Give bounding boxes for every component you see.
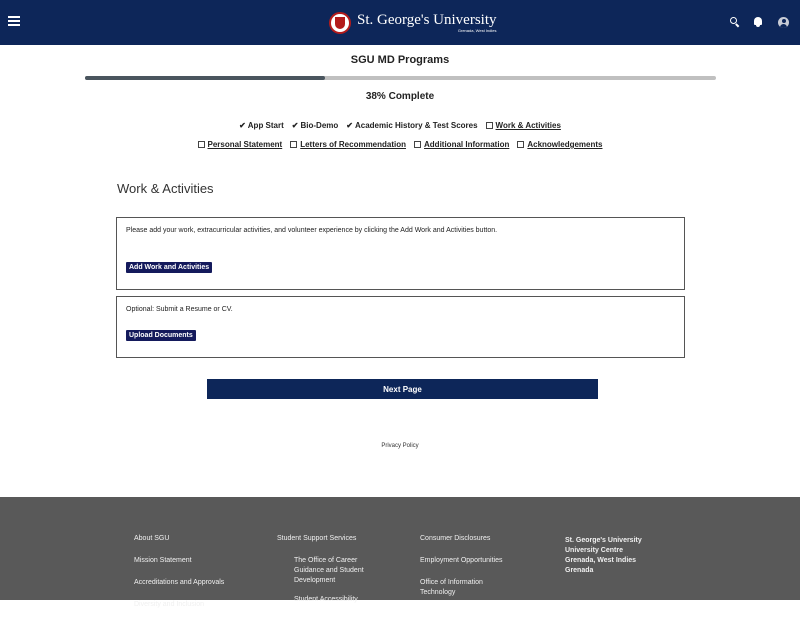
step-label: App Start — [247, 121, 284, 130]
footer-link[interactable] — [420, 578, 502, 598]
checkmark-icon: ✔ — [346, 121, 353, 130]
step-additional-information[interactable] — [414, 140, 509, 149]
logo-name: St. George's University — [357, 12, 497, 28]
logo-subtitle: Grenada, West Indies — [457, 28, 497, 33]
footer-link-line: Development — [294, 577, 336, 584]
work-activities-instructions: Please add your work, extracurricular activities, and volunteer experience by clicking the Add Work and Activities button. — [126, 227, 498, 234]
step-label: Acknowledgements — [527, 140, 603, 149]
footer-link-student-support[interactable]: Student Support Services — [277, 535, 357, 542]
step-acknowledgements[interactable] — [517, 140, 602, 149]
address-line: Grenada, West Indies — [565, 557, 637, 564]
footer-link[interactable] — [420, 556, 502, 566]
footer-link-line: The Office of Career — [294, 557, 358, 564]
checkbox-icon — [290, 141, 297, 148]
resume-instructions: Optional: Submit a Resume or CV. — [126, 306, 233, 313]
privacy-policy-link[interactable]: Privacy Policy — [381, 443, 419, 449]
footer-link-line: Office of Information — [420, 579, 483, 586]
step-label: Letters of Recommendation — [300, 140, 407, 149]
user-avatar-icon[interactable] — [778, 17, 789, 28]
bell-icon[interactable] — [752, 16, 764, 28]
section-title: Work & Activities — [117, 181, 214, 196]
footer-link-line: Employment Opportunities — [420, 557, 503, 564]
address-line: St. George's University — [565, 537, 642, 544]
footer-address — [565, 536, 642, 576]
step-letters-of-recommendation[interactable] — [290, 140, 406, 149]
footer-link-line: Guidance and Student — [294, 567, 364, 574]
progress-bar-fill — [85, 76, 325, 80]
address-line: University Centre — [565, 547, 623, 554]
footer-column-student-support — [277, 534, 364, 614]
footer-column-about — [134, 534, 224, 622]
checkbox-icon — [414, 141, 421, 148]
progress-label: 38% Complete — [365, 91, 435, 102]
step-label: Additional Information — [424, 140, 510, 149]
footer-link[interactable] — [294, 556, 364, 586]
search-icon[interactable] — [729, 16, 741, 28]
step-label: Work & Activities — [495, 121, 561, 130]
checkmark-icon: ✔ — [291, 121, 299, 130]
footer-link[interactable]: About SGU — [134, 535, 170, 542]
step-academic-history-test-scores — [346, 121, 477, 130]
step-label: Bio-Demo — [300, 121, 339, 130]
next-page-button[interactable]: Next Page — [207, 379, 598, 399]
steps-row-2 — [0, 140, 800, 149]
checkbox-icon — [486, 122, 493, 129]
step-bio-demo — [292, 121, 338, 130]
footer-column-disclosures — [420, 534, 502, 610]
upload-documents-button[interactable]: Upload Documents — [126, 330, 196, 341]
step-label: Academic History & Test Scores — [354, 121, 478, 130]
footer-link[interactable] — [420, 534, 502, 544]
footer — [0, 497, 800, 608]
resume-upload-card — [116, 296, 685, 358]
footer-link[interactable] — [294, 595, 364, 605]
progress-bar — [85, 76, 716, 80]
step-work-activities[interactable] — [486, 121, 561, 130]
steps-row-1 — [0, 121, 800, 130]
address-line: Grenada — [565, 567, 594, 574]
footer-link-line: Technology — [420, 589, 456, 596]
step-personal-statement[interactable] — [198, 140, 283, 149]
checkmark-icon: ✔ — [239, 121, 246, 130]
crest-icon — [329, 12, 351, 34]
step-app-start — [239, 121, 284, 130]
page-title: SGU MD Programs — [350, 54, 450, 66]
footer-link[interactable]: Mission Statement — [134, 557, 192, 564]
checkbox-icon — [198, 141, 205, 148]
hamburger-menu-icon[interactable] — [8, 16, 20, 26]
footer-link[interactable]: Diversity and Inclusion — [134, 601, 205, 608]
add-work-activities-button[interactable]: Add Work and Activities — [126, 262, 212, 273]
sgu-logo[interactable] — [329, 10, 497, 36]
work-activities-card — [116, 217, 685, 290]
footer-link[interactable]: Accreditations and Approvals — [134, 579, 225, 586]
step-label: Personal Statement — [207, 140, 283, 149]
checkbox-icon — [517, 141, 524, 148]
footer-link-line: Student Accessibility — [294, 596, 358, 603]
top-header — [0, 0, 800, 45]
footer-link-line: Consumer Disclosures — [420, 535, 491, 542]
